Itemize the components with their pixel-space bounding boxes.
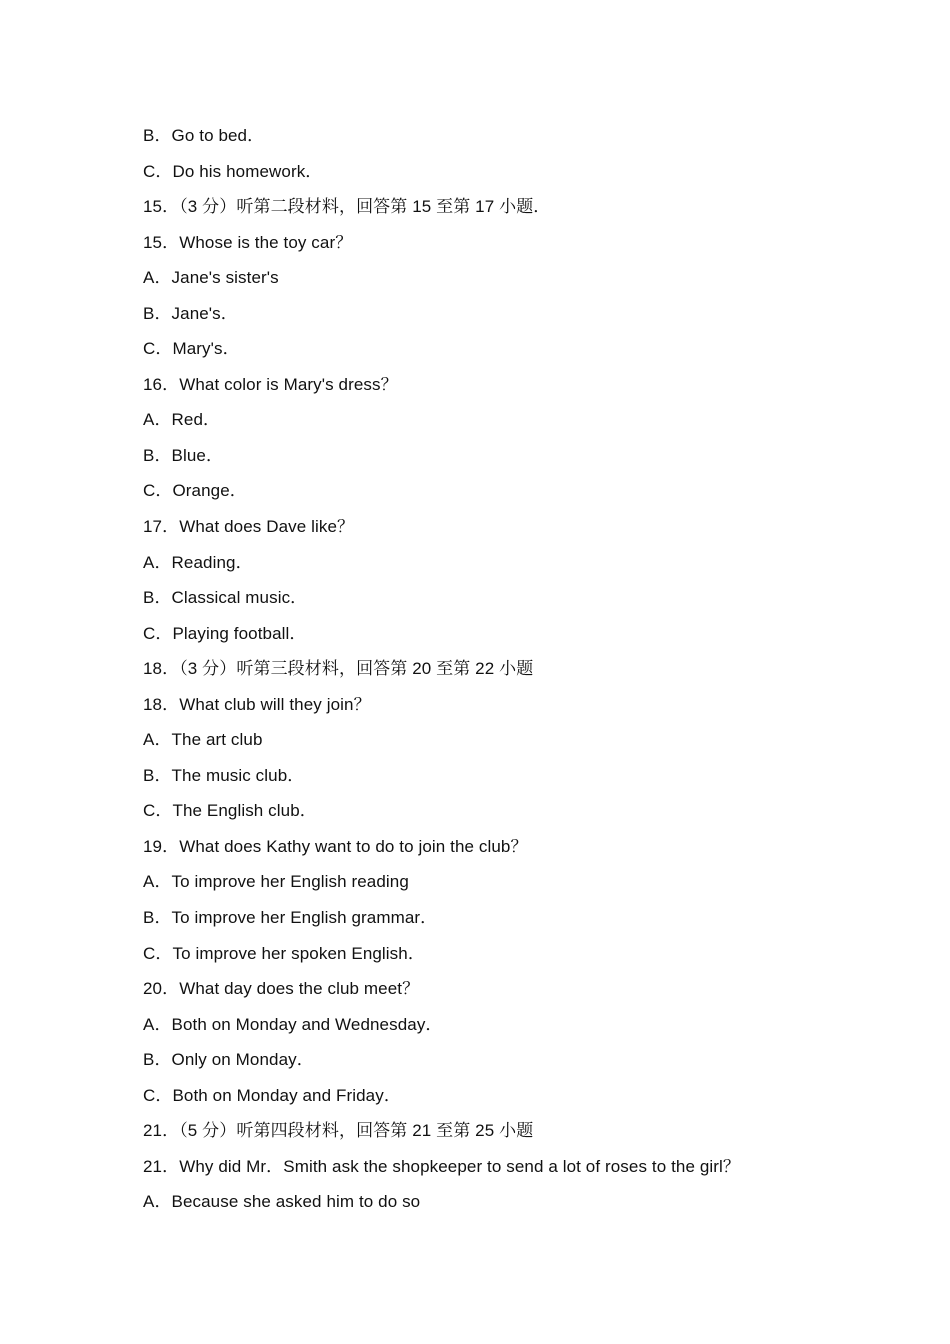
question-line: 18．What club will they join？: [143, 694, 371, 714]
option-line: C．The English club．: [143, 801, 317, 821]
option-line: B．Go to bed．: [143, 126, 265, 145]
option-line: A．Both on Monday and Wednesday．: [143, 1014, 443, 1034]
option-line: C．Orange．: [143, 481, 247, 501]
option-line: C．To improve her spoken English．: [143, 943, 425, 963]
question-line: 19．What does Kathy want to do to join the club？: [143, 836, 528, 856]
section-instruction: 21．（5 分）听第四段材料，回答第 21 至第 25 小题: [143, 1121, 534, 1141]
option-line: A．Red．: [143, 410, 221, 430]
option-line: C．Do his homework．: [143, 161, 323, 181]
option-line: B．Classical music．: [143, 588, 308, 608]
option-line: B．The music club．: [143, 765, 305, 785]
option-line: B．To improve her English grammar．: [143, 908, 438, 928]
option-line: B．Only on Monday．: [143, 1050, 314, 1070]
option-line: C．Playing football．: [143, 623, 307, 643]
section-instruction: 18．（3 分）听第三段材料，回答第 20 至第 22 小题: [143, 659, 534, 679]
question-text-block: [143, 124, 823, 1226]
option-line: B．Jane's．: [143, 303, 238, 323]
question-line: 21．Why did Mr．Smith ask the shopkeeper to send a lot of roses to the girl？: [143, 1156, 741, 1176]
option-line: C．Mary's．: [143, 339, 240, 359]
option-line: A．The art club: [143, 730, 263, 750]
option-line: A．Jane's sister's: [143, 268, 279, 288]
section-instruction: 15．（3 分）听第二段材料，回答第 15 至第 17 小题．: [143, 197, 551, 217]
option-line: A．Reading．: [143, 552, 253, 572]
question-line: 17．What does Dave like？: [143, 517, 355, 537]
option-line: B．Blue．: [143, 445, 224, 465]
option-line: A．To improve her English reading: [143, 872, 409, 892]
question-line: 20．What day does the club meet？: [143, 979, 420, 999]
question-line: 15．Whose is the toy car？: [143, 232, 353, 252]
question-line: 16．What color is Mary's dress？: [143, 374, 398, 394]
option-line: C．Both on Monday and Friday．: [143, 1085, 401, 1105]
option-line: A．Because she asked him to do so: [143, 1192, 421, 1212]
